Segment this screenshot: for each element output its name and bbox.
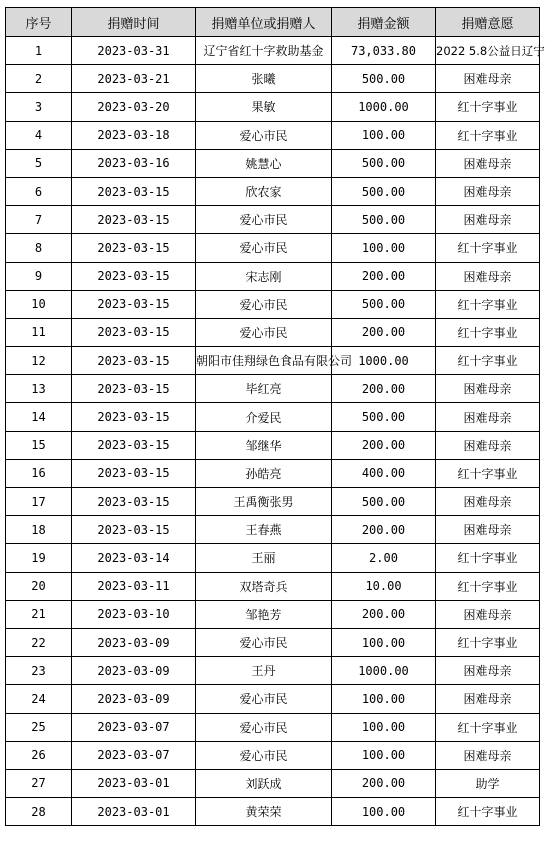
table-row <box>6 572 540 600</box>
cell-amount: 10.00 <box>332 572 436 600</box>
cell-amount: 500.00 <box>332 290 436 318</box>
cell-amount: 2.00 <box>332 544 436 572</box>
cell-amount: 500.00 <box>332 206 436 234</box>
table-row <box>6 798 540 826</box>
header-amount: 捐赠金额 <box>332 8 436 37</box>
cell-serial-number: 18 <box>6 516 72 544</box>
cell-purpose: 助学 <box>436 769 540 797</box>
cell-donation-date: 2023-03-15 <box>72 318 196 346</box>
cell-donation-date: 2023-03-09 <box>72 657 196 685</box>
cell-purpose: 红十字事业 <box>436 544 540 572</box>
cell-amount: 73,033.80 <box>332 37 436 65</box>
cell-donation-date: 2023-03-15 <box>72 206 196 234</box>
cell-serial-number: 21 <box>6 600 72 628</box>
cell-serial-number: 14 <box>6 403 72 431</box>
cell-serial-number: 3 <box>6 93 72 121</box>
cell-donor: 欣农家 <box>196 177 332 205</box>
cell-donation-date: 2023-03-20 <box>72 93 196 121</box>
cell-donation-date: 2023-03-21 <box>72 65 196 93</box>
cell-donor: 邹继华 <box>196 431 332 459</box>
cell-purpose: 困难母亲 <box>436 600 540 628</box>
cell-donor: 爱心市民 <box>196 741 332 769</box>
table-row <box>6 318 540 346</box>
cell-purpose: 红十字事业 <box>436 713 540 741</box>
cell-amount: 200.00 <box>332 516 436 544</box>
cell-donor: 邹艳芳 <box>196 600 332 628</box>
cell-purpose: 困难母亲 <box>436 206 540 234</box>
cell-serial-number: 27 <box>6 769 72 797</box>
cell-amount: 100.00 <box>332 685 436 713</box>
cell-donor: 王丹 <box>196 657 332 685</box>
cell-purpose: 困难母亲 <box>436 149 540 177</box>
cell-donor: 辽宁省红十字救助基金 <box>196 37 332 65</box>
table-row <box>6 600 540 628</box>
cell-purpose: 困难母亲 <box>436 685 540 713</box>
cell-serial-number: 13 <box>6 375 72 403</box>
cell-donation-date: 2023-03-31 <box>72 37 196 65</box>
cell-donation-date: 2023-03-15 <box>72 431 196 459</box>
cell-purpose: 困难母亲 <box>436 262 540 290</box>
table-row <box>6 290 540 318</box>
cell-amount: 1000.00 <box>332 93 436 121</box>
cell-donor: 双塔奇兵 <box>196 572 332 600</box>
cell-purpose: 困难母亲 <box>436 431 540 459</box>
cell-donor: 刘跃成 <box>196 769 332 797</box>
cell-donation-date: 2023-03-15 <box>72 347 196 375</box>
cell-serial-number: 10 <box>6 290 72 318</box>
cell-amount: 100.00 <box>332 121 436 149</box>
cell-donation-date: 2023-03-14 <box>72 544 196 572</box>
cell-serial-number: 8 <box>6 234 72 262</box>
cell-donor: 朝阳市佳翔绿色食品有限公司 <box>196 347 332 375</box>
cell-serial-number: 26 <box>6 741 72 769</box>
table-row <box>6 234 540 262</box>
table-row <box>6 713 540 741</box>
cell-purpose: 红十字事业 <box>436 628 540 656</box>
cell-purpose: 红十字事业 <box>436 798 540 826</box>
cell-donation-date: 2023-03-01 <box>72 798 196 826</box>
cell-purpose: 困难母亲 <box>436 177 540 205</box>
cell-donor: 张曦 <box>196 65 332 93</box>
cell-donation-date: 2023-03-15 <box>72 488 196 516</box>
cell-serial-number: 23 <box>6 657 72 685</box>
cell-serial-number: 17 <box>6 488 72 516</box>
cell-amount: 500.00 <box>332 149 436 177</box>
cell-serial-number: 20 <box>6 572 72 600</box>
cell-purpose: 红十字事业 <box>436 121 540 149</box>
cell-donor: 王禹衡张男 <box>196 488 332 516</box>
cell-amount: 200.00 <box>332 769 436 797</box>
cell-serial-number: 7 <box>6 206 72 234</box>
cell-purpose: 红十字事业 <box>436 572 540 600</box>
table-row <box>6 149 540 177</box>
cell-serial-number: 11 <box>6 318 72 346</box>
cell-donor: 爱心市民 <box>196 206 332 234</box>
cell-donor: 爱心市民 <box>196 685 332 713</box>
cell-donation-date: 2023-03-07 <box>72 741 196 769</box>
cell-purpose: 困难母亲 <box>436 657 540 685</box>
cell-serial-number: 4 <box>6 121 72 149</box>
table-row <box>6 488 540 516</box>
cell-purpose: 困难母亲 <box>436 403 540 431</box>
table-row <box>6 262 540 290</box>
table-row <box>6 375 540 403</box>
cell-donation-date: 2023-03-15 <box>72 459 196 487</box>
cell-purpose: 红十字事业 <box>436 318 540 346</box>
cell-donor: 王春燕 <box>196 516 332 544</box>
cell-amount: 500.00 <box>332 65 436 93</box>
cell-donor: 爱心市民 <box>196 290 332 318</box>
cell-donation-date: 2023-03-09 <box>72 685 196 713</box>
table-row <box>6 628 540 656</box>
cell-donor: 王丽 <box>196 544 332 572</box>
header-donor: 捐赠单位或捐赠人 <box>196 8 332 37</box>
cell-amount: 100.00 <box>332 798 436 826</box>
cell-amount: 1000.00 <box>332 657 436 685</box>
table-row <box>6 65 540 93</box>
cell-donor: 爱心市民 <box>196 628 332 656</box>
cell-amount: 500.00 <box>332 488 436 516</box>
table-row <box>6 685 540 713</box>
cell-donation-date: 2023-03-18 <box>72 121 196 149</box>
cell-donor: 孙皓亮 <box>196 459 332 487</box>
cell-donation-date: 2023-03-15 <box>72 403 196 431</box>
header-serial-number: 序号 <box>6 8 72 37</box>
cell-purpose: 红十字事业 <box>436 234 540 262</box>
cell-purpose: 困难母亲 <box>436 65 540 93</box>
cell-donation-date: 2023-03-01 <box>72 769 196 797</box>
cell-serial-number: 12 <box>6 347 72 375</box>
table-row <box>6 459 540 487</box>
table-row <box>6 347 540 375</box>
cell-serial-number: 25 <box>6 713 72 741</box>
cell-purpose: 困难母亲 <box>436 516 540 544</box>
cell-donation-date: 2023-03-15 <box>72 177 196 205</box>
cell-serial-number: 1 <box>6 37 72 65</box>
cell-purpose: 红十字事业 <box>436 290 540 318</box>
cell-purpose: 困难母亲 <box>436 741 540 769</box>
cell-purpose: 红十字事业 <box>436 347 540 375</box>
cell-donor: 爱心市民 <box>196 121 332 149</box>
cell-donor: 爱心市民 <box>196 234 332 262</box>
cell-purpose: 红十字事业 <box>436 459 540 487</box>
header-donation-date: 捐赠时间 <box>72 8 196 37</box>
cell-amount: 200.00 <box>332 600 436 628</box>
donation-table <box>5 7 545 826</box>
cell-amount: 200.00 <box>332 431 436 459</box>
cell-donation-date: 2023-03-15 <box>72 290 196 318</box>
cell-donation-date: 2023-03-09 <box>72 628 196 656</box>
table-row <box>6 121 540 149</box>
cell-serial-number: 16 <box>6 459 72 487</box>
table-body <box>6 37 545 826</box>
table-row <box>6 769 540 797</box>
cell-donor: 姚慧心 <box>196 149 332 177</box>
cell-amount: 200.00 <box>332 375 436 403</box>
cell-amount: 100.00 <box>332 234 436 262</box>
cell-donor: 毕红亮 <box>196 375 332 403</box>
cell-donation-date: 2023-03-16 <box>72 149 196 177</box>
table-row <box>6 431 540 459</box>
cell-donor: 爱心市民 <box>196 318 332 346</box>
cell-purpose: 2022 5.8公益日辽宁 <box>436 37 540 65</box>
cell-donation-date: 2023-03-15 <box>72 375 196 403</box>
cell-serial-number: 5 <box>6 149 72 177</box>
cell-donation-date: 2023-03-11 <box>72 572 196 600</box>
cell-amount: 400.00 <box>332 459 436 487</box>
table-row <box>6 657 540 685</box>
cell-donation-date: 2023-03-10 <box>72 600 196 628</box>
table-row <box>6 544 540 572</box>
table-row <box>6 206 540 234</box>
cell-donation-date: 2023-03-15 <box>72 262 196 290</box>
cell-amount: 100.00 <box>332 713 436 741</box>
cell-serial-number: 6 <box>6 177 72 205</box>
cell-amount: 1000.00 <box>332 347 436 375</box>
cell-amount: 500.00 <box>332 403 436 431</box>
cell-donation-date: 2023-03-15 <box>72 516 196 544</box>
cell-serial-number: 24 <box>6 685 72 713</box>
cell-purpose: 困难母亲 <box>436 375 540 403</box>
cell-amount: 500.00 <box>332 177 436 205</box>
cell-donor: 介爱民 <box>196 403 332 431</box>
cell-serial-number: 9 <box>6 262 72 290</box>
cell-donation-date: 2023-03-15 <box>72 234 196 262</box>
cell-amount: 200.00 <box>332 262 436 290</box>
cell-serial-number: 15 <box>6 431 72 459</box>
cell-serial-number: 19 <box>6 544 72 572</box>
cell-purpose: 困难母亲 <box>436 488 540 516</box>
cell-amount: 100.00 <box>332 741 436 769</box>
cell-donation-date: 2023-03-07 <box>72 713 196 741</box>
table-header <box>6 8 540 37</box>
cell-amount: 200.00 <box>332 318 436 346</box>
cell-donor: 宋志刚 <box>196 262 332 290</box>
header-row <box>6 8 540 37</box>
cell-donor: 果敏 <box>196 93 332 121</box>
header-purpose: 捐赠意愿 <box>436 8 540 37</box>
table-row <box>6 93 540 121</box>
table-row <box>6 403 540 431</box>
cell-amount: 100.00 <box>332 628 436 656</box>
table-row <box>6 516 540 544</box>
cell-purpose: 红十字事业 <box>436 93 540 121</box>
cell-serial-number: 22 <box>6 628 72 656</box>
cell-serial-number: 2 <box>6 65 72 93</box>
table-row <box>6 741 540 769</box>
cell-serial-number: 28 <box>6 798 72 826</box>
table-row <box>6 37 540 65</box>
cell-donor: 黄荣荣 <box>196 798 332 826</box>
table-row <box>6 177 540 205</box>
cell-donor: 爱心市民 <box>196 713 332 741</box>
